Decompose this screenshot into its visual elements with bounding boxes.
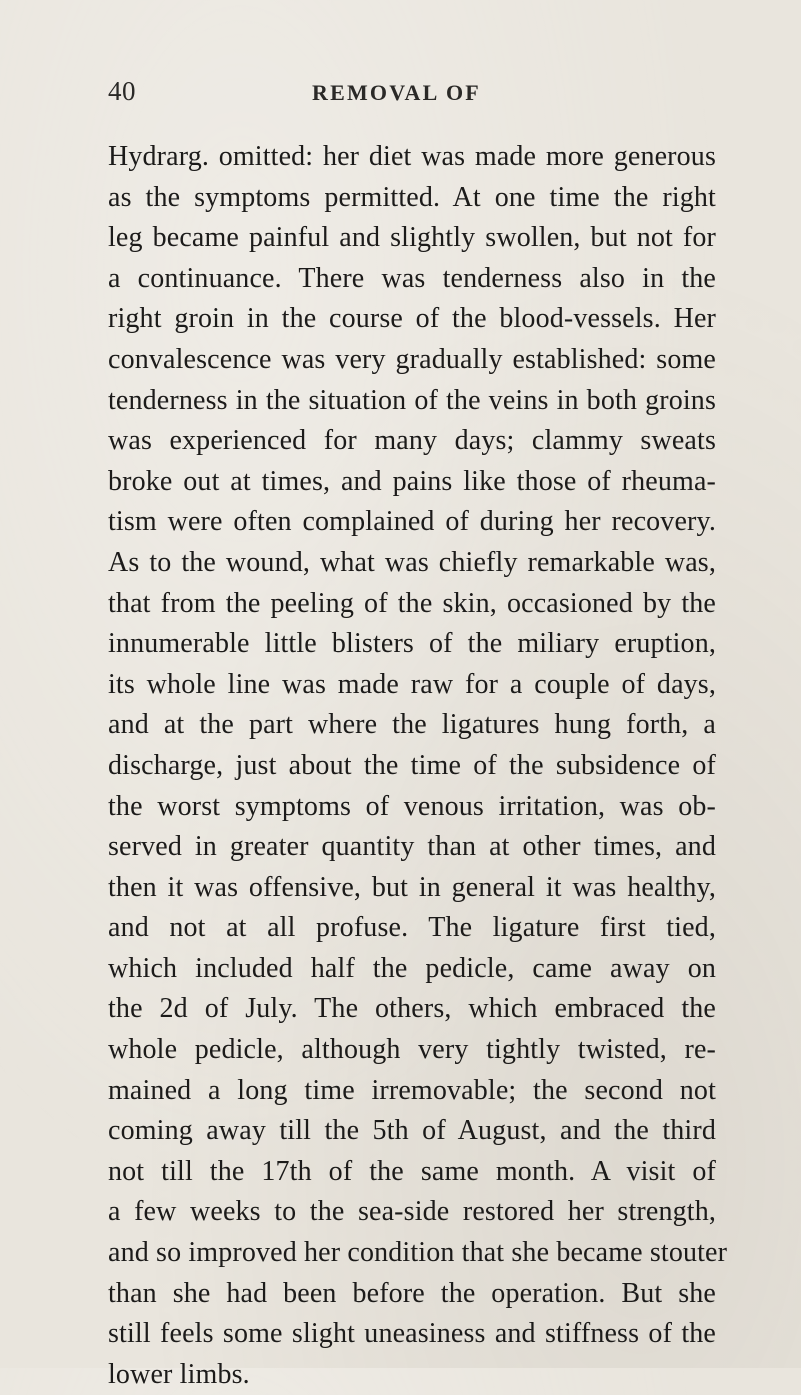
text-line: tenderness in the situation of the veins in both groins (108, 384, 716, 416)
text-line: broke out at times, and pains like those of rheuma- (108, 465, 716, 497)
body-text (108, 137, 728, 1395)
text-line: the worst symptoms of venous irritation, was ob- (108, 790, 716, 822)
text-line: that from the peeling of the skin, occasioned by the (108, 587, 716, 619)
text-line: still feels some slight uneasiness and stiffness of the (108, 1318, 716, 1350)
text-line: discharge, just about the time of the subsidence of (108, 749, 716, 781)
text-line: then it was offensive, but in general it was healthy, (108, 871, 716, 903)
text-line: and not at all profuse. The ligature first tied, (108, 912, 716, 944)
page-header (0, 76, 801, 116)
page-number: 40 (108, 76, 136, 106)
text-line: whole pedicle, although very tightly twisted, re- (108, 1034, 716, 1066)
text-line: not till the 17th of the same month. A visit of (108, 1155, 716, 1187)
text-line: as the symptoms permitted. At one time the right (108, 181, 716, 213)
text-line-last: lower limbs. (108, 1358, 250, 1390)
text-line: a few weeks to the sea-side restored her strength, (108, 1196, 716, 1228)
text-line: As to the wound, what was chiefly remarkable was, (108, 546, 716, 578)
text-line: which included half the pedicle, came away on (108, 952, 716, 984)
text-line: the 2d of July. The others, which embraced the (108, 993, 716, 1025)
text-line: tism were often complained of during her recovery. (108, 506, 716, 538)
text-line: than she had been before the operation. But she (108, 1277, 716, 1309)
text-line: right groin in the course of the blood-vessels. Her (108, 303, 716, 335)
text-line: and at the part where the ligatures hung forth, a (108, 709, 716, 741)
running-head: REMOVAL OF (312, 80, 481, 105)
text-line: convalescence was very gradually established: some (108, 343, 716, 375)
text-line: mained a long time irremovable; the second not (108, 1074, 716, 1106)
text-line: was experienced for many days; clammy sweats (108, 425, 716, 457)
text-line: innumerable little blisters of the miliary eruption, (108, 628, 716, 660)
text-line: leg became painful and slightly swollen, but not for (108, 222, 716, 254)
text-line: coming away till the 5th of August, and the third (108, 1115, 716, 1147)
text-line: a continuance. There was tenderness also in the (108, 262, 716, 294)
text-line: and so improved her condition that she became stouter (108, 1237, 728, 1269)
text-line: its whole line was made raw for a couple of days, (108, 668, 716, 700)
text-line: Hydrarg. omitted: her diet was made more generous (108, 141, 716, 172)
text-line: served in greater quantity than at other times, and (108, 831, 716, 863)
